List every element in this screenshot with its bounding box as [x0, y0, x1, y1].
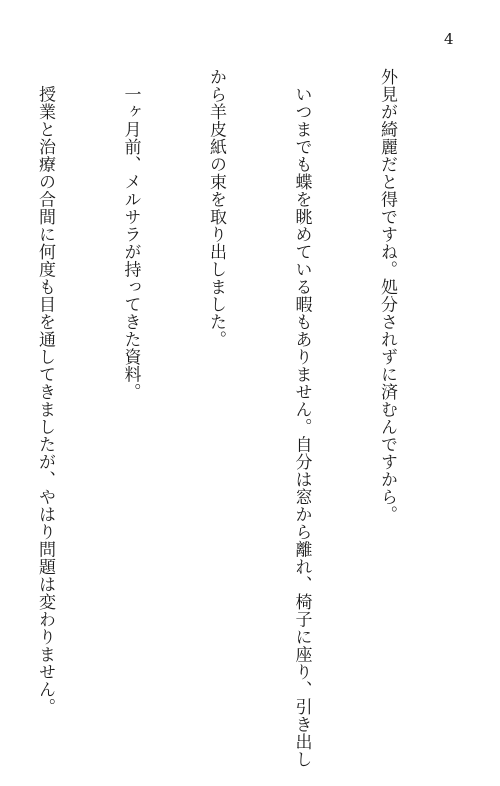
text-line: 外見が綺麗だと得ですね。処分されずに済むんですから。 — [377, 68, 397, 523]
text-line: から羊皮紙の束を取り出しました。 — [206, 68, 226, 348]
vertical-text-body — [35, 68, 458, 768]
page-number: 4 — [444, 30, 454, 48]
text-line: 授業と治療の合間に何度も目を通してきましたが、やはり問題は変わりません。 — [35, 68, 55, 716]
text-line: 一ヶ月前、メルサラが持ってきた資料。 — [120, 68, 141, 401]
text-line: いつまでも蝶を眺めている暇もありません。自分は窓から離れ、椅子に座り、引き出し — [291, 68, 312, 768]
